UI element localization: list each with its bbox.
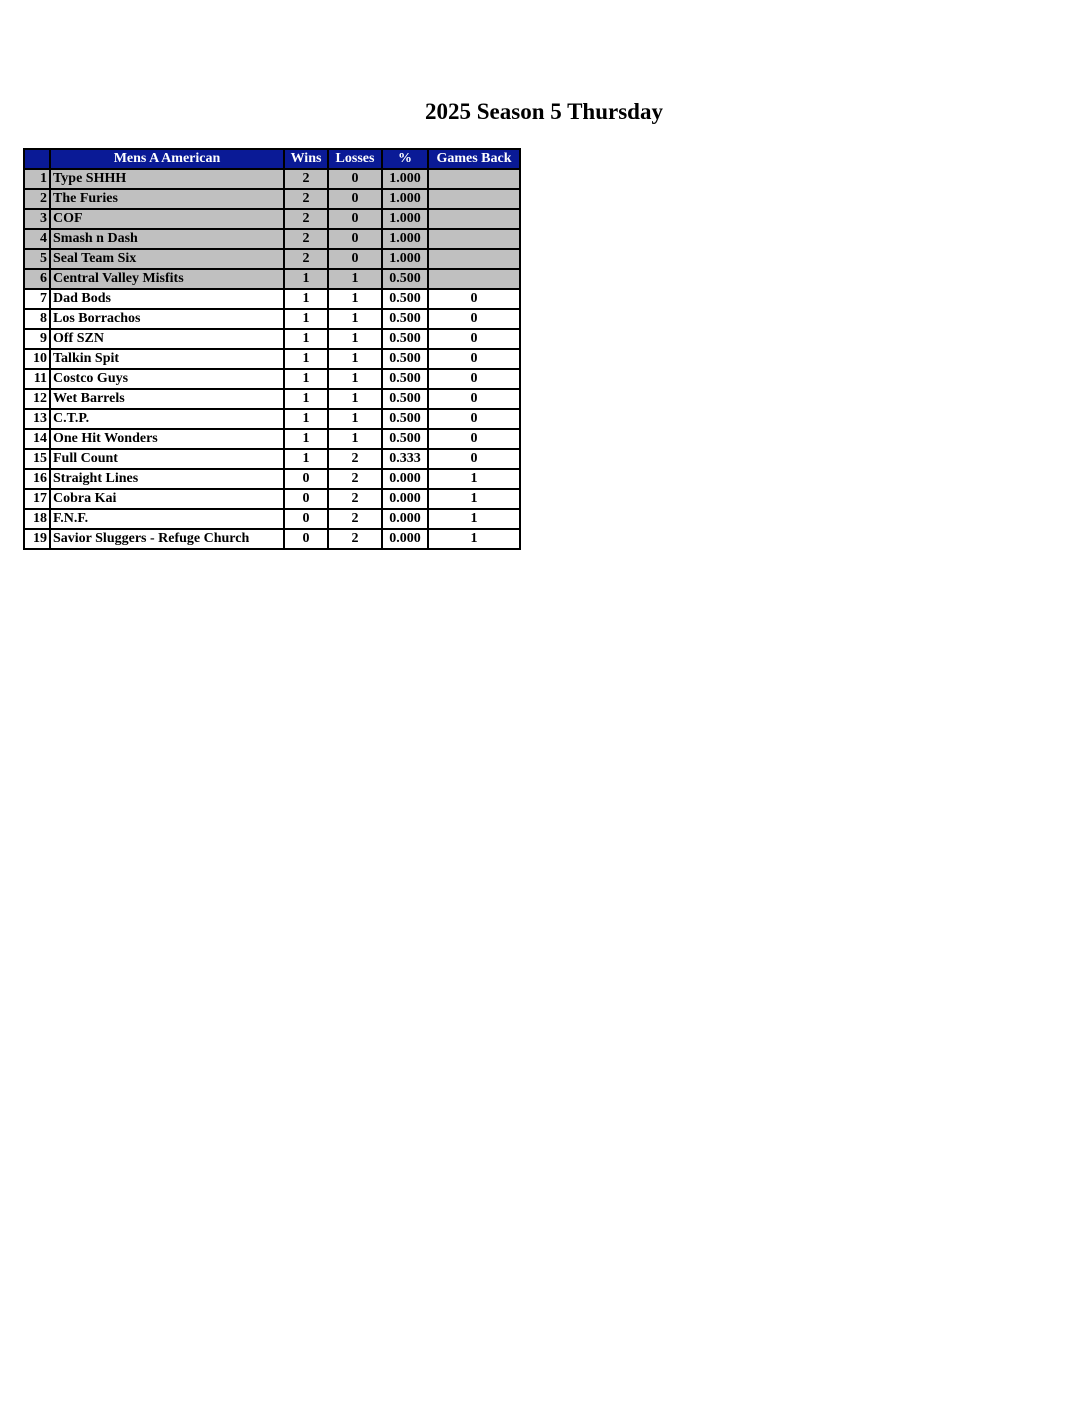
header-row xyxy=(24,149,520,169)
team-name-cell: Cobra Kai xyxy=(50,489,284,509)
table-row xyxy=(24,349,520,369)
games-back-cell xyxy=(428,209,520,229)
header-pct: % xyxy=(382,149,428,169)
pct-cell: 1.000 xyxy=(382,209,428,229)
table-row xyxy=(24,289,520,309)
losses-cell: 2 xyxy=(328,529,382,549)
games-back-cell: 0 xyxy=(428,289,520,309)
rank-cell: 3 xyxy=(24,209,50,229)
games-back-cell: 0 xyxy=(428,449,520,469)
table-row xyxy=(24,269,520,289)
rank-cell: 2 xyxy=(24,189,50,209)
rank-cell: 1 xyxy=(24,169,50,189)
team-name-cell: Full Count xyxy=(50,449,284,469)
header-games-back: Games Back xyxy=(428,149,520,169)
team-name-cell: F.N.F. xyxy=(50,509,284,529)
pct-cell: 0.500 xyxy=(382,389,428,409)
table-row xyxy=(24,209,520,229)
rank-cell: 14 xyxy=(24,429,50,449)
team-name-cell: Off SZN xyxy=(50,329,284,349)
standings-table xyxy=(23,148,521,550)
rank-cell: 19 xyxy=(24,529,50,549)
table-row xyxy=(24,489,520,509)
header-losses: Losses xyxy=(328,149,382,169)
losses-cell: 1 xyxy=(328,289,382,309)
games-back-cell: 0 xyxy=(428,429,520,449)
pct-cell: 0.000 xyxy=(382,529,428,549)
team-name-cell: COF xyxy=(50,209,284,229)
losses-cell: 1 xyxy=(328,349,382,369)
games-back-cell: 0 xyxy=(428,389,520,409)
table-body xyxy=(24,169,520,549)
wins-cell: 2 xyxy=(284,229,328,249)
wins-cell: 1 xyxy=(284,389,328,409)
rank-cell: 6 xyxy=(24,269,50,289)
pct-cell: 1.000 xyxy=(382,229,428,249)
table-row xyxy=(24,189,520,209)
losses-cell: 2 xyxy=(328,509,382,529)
wins-cell: 0 xyxy=(284,469,328,489)
team-name-cell: Type SHHH xyxy=(50,169,284,189)
rank-cell: 17 xyxy=(24,489,50,509)
header-wins: Wins xyxy=(284,149,328,169)
losses-cell: 1 xyxy=(328,309,382,329)
rank-cell: 5 xyxy=(24,249,50,269)
pct-cell: 0.500 xyxy=(382,309,428,329)
table-row xyxy=(24,529,520,549)
losses-cell: 1 xyxy=(328,389,382,409)
pct-cell: 0.500 xyxy=(382,329,428,349)
wins-cell: 1 xyxy=(284,289,328,309)
rank-cell: 9 xyxy=(24,329,50,349)
losses-cell: 1 xyxy=(328,369,382,389)
team-name-cell: The Furies xyxy=(50,189,284,209)
wins-cell: 1 xyxy=(284,309,328,329)
pct-cell: 0.500 xyxy=(382,349,428,369)
wins-cell: 1 xyxy=(284,329,328,349)
rank-cell: 16 xyxy=(24,469,50,489)
games-back-cell: 0 xyxy=(428,409,520,429)
losses-cell: 1 xyxy=(328,429,382,449)
losses-cell: 0 xyxy=(328,189,382,209)
table-row xyxy=(24,369,520,389)
pct-cell: 0.333 xyxy=(382,449,428,469)
team-name-cell: One Hit Wonders xyxy=(50,429,284,449)
table-header xyxy=(24,149,520,169)
losses-cell: 0 xyxy=(328,209,382,229)
table-row xyxy=(24,469,520,489)
wins-cell: 1 xyxy=(284,269,328,289)
wins-cell: 2 xyxy=(284,189,328,209)
losses-cell: 0 xyxy=(328,229,382,249)
games-back-cell: 1 xyxy=(428,469,520,489)
games-back-cell: 1 xyxy=(428,509,520,529)
table-row xyxy=(24,389,520,409)
team-name-cell: Talkin Spit xyxy=(50,349,284,369)
team-name-cell: Los Borrachos xyxy=(50,309,284,329)
pct-cell: 0.000 xyxy=(382,489,428,509)
rank-cell: 18 xyxy=(24,509,50,529)
games-back-cell: 0 xyxy=(428,329,520,349)
losses-cell: 2 xyxy=(328,449,382,469)
pct-cell: 1.000 xyxy=(382,249,428,269)
pct-cell: 0.500 xyxy=(382,369,428,389)
rank-cell: 8 xyxy=(24,309,50,329)
rank-cell: 11 xyxy=(24,369,50,389)
pct-cell: 0.500 xyxy=(382,429,428,449)
team-name-cell: C.T.P. xyxy=(50,409,284,429)
team-name-cell: Costco Guys xyxy=(50,369,284,389)
wins-cell: 0 xyxy=(284,489,328,509)
wins-cell: 0 xyxy=(284,529,328,549)
games-back-cell xyxy=(428,269,520,289)
wins-cell: 0 xyxy=(284,509,328,529)
rank-cell: 4 xyxy=(24,229,50,249)
losses-cell: 1 xyxy=(328,409,382,429)
table-row xyxy=(24,449,520,469)
wins-cell: 2 xyxy=(284,169,328,189)
pct-cell: 0.000 xyxy=(382,469,428,489)
header-rank xyxy=(24,149,50,169)
games-back-cell: 1 xyxy=(428,489,520,509)
pct-cell: 1.000 xyxy=(382,189,428,209)
pct-cell: 0.000 xyxy=(382,509,428,529)
losses-cell: 0 xyxy=(328,249,382,269)
games-back-cell: 0 xyxy=(428,349,520,369)
wins-cell: 1 xyxy=(284,449,328,469)
table-row xyxy=(24,329,520,349)
team-name-cell: Dad Bods xyxy=(50,289,284,309)
table-row xyxy=(24,429,520,449)
table-row xyxy=(24,249,520,269)
team-name-cell: Smash n Dash xyxy=(50,229,284,249)
rank-cell: 15 xyxy=(24,449,50,469)
rank-cell: 12 xyxy=(24,389,50,409)
pct-cell: 1.000 xyxy=(382,169,428,189)
wins-cell: 1 xyxy=(284,429,328,449)
games-back-cell xyxy=(428,249,520,269)
header-division: Mens A American xyxy=(50,149,284,169)
wins-cell: 1 xyxy=(284,409,328,429)
table-row xyxy=(24,309,520,329)
page-title: 2025 Season 5 Thursday xyxy=(425,99,663,124)
games-back-cell: 0 xyxy=(428,309,520,329)
rank-cell: 7 xyxy=(24,289,50,309)
team-name-cell: Seal Team Six xyxy=(50,249,284,269)
team-name-cell: Savior Sluggers - Refuge Church xyxy=(50,529,284,549)
games-back-cell xyxy=(428,189,520,209)
pct-cell: 0.500 xyxy=(382,289,428,309)
losses-cell: 0 xyxy=(328,169,382,189)
games-back-cell: 0 xyxy=(428,369,520,389)
wins-cell: 1 xyxy=(284,349,328,369)
losses-cell: 2 xyxy=(328,469,382,489)
losses-cell: 1 xyxy=(328,269,382,289)
wins-cell: 2 xyxy=(284,209,328,229)
team-name-cell: Straight Lines xyxy=(50,469,284,489)
games-back-cell: 1 xyxy=(428,529,520,549)
table-row xyxy=(24,509,520,529)
pct-cell: 0.500 xyxy=(382,409,428,429)
rank-cell: 13 xyxy=(24,409,50,429)
table-row xyxy=(24,409,520,429)
team-name-cell: Wet Barrels xyxy=(50,389,284,409)
losses-cell: 1 xyxy=(328,329,382,349)
table-row xyxy=(24,169,520,189)
losses-cell: 2 xyxy=(328,489,382,509)
pct-cell: 0.500 xyxy=(382,269,428,289)
games-back-cell xyxy=(428,229,520,249)
team-name-cell: Central Valley Misfits xyxy=(50,269,284,289)
rank-cell: 10 xyxy=(24,349,50,369)
wins-cell: 2 xyxy=(284,249,328,269)
games-back-cell xyxy=(428,169,520,189)
wins-cell: 1 xyxy=(284,369,328,389)
table-row xyxy=(24,229,520,249)
